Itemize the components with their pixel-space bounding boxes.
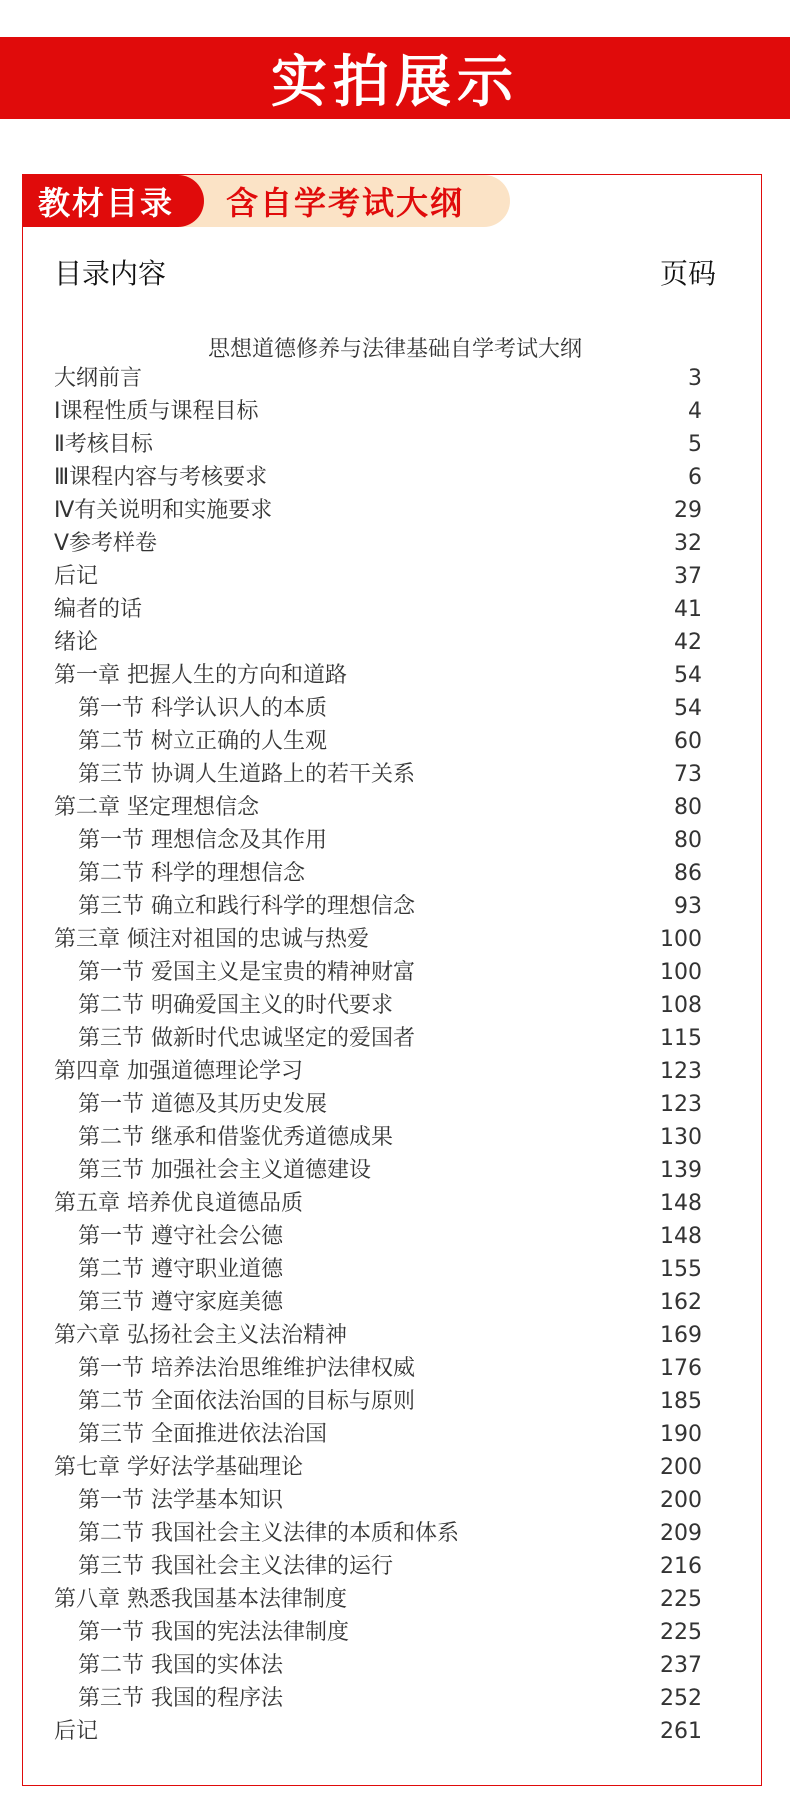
toc-title: 第四章 加强道德理论学习 — [54, 1059, 303, 1084]
toc-title: Ⅱ考核目标 — [54, 432, 153, 457]
toc-row — [0, 362, 790, 395]
toc-row — [0, 560, 790, 593]
toc-row — [0, 1517, 790, 1550]
toc-title: 第一节 理想信念及其作用 — [78, 828, 327, 853]
toc-page: 185 — [660, 1389, 702, 1414]
toc-row — [0, 1616, 790, 1649]
toc-title: 后记 — [54, 564, 99, 589]
toc-title: 第三节 协调人生道路上的若干关系 — [78, 762, 415, 787]
toc-row — [0, 1253, 790, 1286]
toc-title: 第五章 培养优良道德品质 — [54, 1191, 303, 1216]
toc-title: Ⅰ课程性质与课程目标 — [54, 399, 259, 424]
toc-page: 200 — [660, 1455, 702, 1480]
toc-page: 123 — [660, 1059, 702, 1084]
toc-title: 第八章 熟悉我国基本法律制度 — [54, 1587, 347, 1612]
toc-row — [0, 890, 790, 923]
toc-title: 大纲前言 — [54, 366, 143, 391]
toc-row — [0, 494, 790, 527]
toc-page: 200 — [660, 1488, 702, 1513]
toc-title: Ⅲ课程内容与考核要求 — [54, 465, 268, 490]
toc-title: 第二节 继承和借鉴优秀道德成果 — [78, 1125, 393, 1150]
toc-row — [0, 593, 790, 626]
toc-title: 第一节 科学认识人的本质 — [78, 696, 327, 721]
toc-row — [0, 1286, 790, 1319]
toc-page: 54 — [674, 696, 702, 721]
toc-title: 第六章 弘扬社会主义法治精神 — [54, 1323, 347, 1348]
toc-row — [0, 791, 790, 824]
toc-page: 41 — [674, 597, 702, 622]
toc-title: 第一章 把握人生的方向和道路 — [54, 663, 347, 688]
toc-row — [0, 1583, 790, 1616]
toc-page: 176 — [660, 1356, 702, 1381]
toc-page: 123 — [660, 1092, 702, 1117]
toc-title: 后记 — [54, 1719, 99, 1744]
toc-page: 209 — [660, 1521, 702, 1546]
toc-page: 3 — [688, 366, 702, 391]
toc-page: 42 — [674, 630, 702, 655]
toc-row — [0, 1484, 790, 1517]
toc-page: 261 — [660, 1719, 702, 1744]
toc-page: 6 — [688, 465, 702, 490]
toc-page: 37 — [674, 564, 702, 589]
toc-title: 第二节 全面依法治国的目标与原则 — [78, 1389, 415, 1414]
toc-row — [0, 1682, 790, 1715]
toc-title: 绪论 — [54, 630, 99, 655]
toc-page: 4 — [688, 399, 702, 424]
toc-row — [0, 1088, 790, 1121]
toc-page: 80 — [674, 828, 702, 853]
toc-page: 139 — [660, 1158, 702, 1183]
toc-row — [0, 989, 790, 1022]
toc-title: 第二节 遵守职业道德 — [78, 1257, 283, 1282]
tag-primary — [22, 175, 204, 227]
toc-row — [0, 1451, 790, 1484]
toc-page: 80 — [674, 795, 702, 820]
toc-title: 第三节 我国的程序法 — [78, 1686, 283, 1711]
toc-row — [0, 857, 790, 890]
toc-title: 第一节 道德及其历史发展 — [78, 1092, 327, 1117]
toc-title: 第三节 遵守家庭美德 — [78, 1290, 283, 1315]
toc-title: 第三节 我国社会主义法律的运行 — [78, 1554, 393, 1579]
toc-row — [0, 1022, 790, 1055]
toc-page: 29 — [674, 498, 702, 523]
toc-page: 32 — [674, 531, 702, 556]
toc-page: 115 — [660, 1026, 702, 1051]
toc-row — [0, 395, 790, 428]
toc-page: 86 — [674, 861, 702, 886]
toc-row — [0, 824, 790, 857]
toc-page: 190 — [660, 1422, 702, 1447]
toc-title: Ⅳ有关说明和实施要求 — [54, 498, 273, 523]
toc-page: 148 — [660, 1191, 702, 1216]
toc-row — [0, 725, 790, 758]
toc-title: 第二节 树立正确的人生观 — [78, 729, 327, 754]
toc-page: 169 — [660, 1323, 702, 1348]
toc-row — [0, 428, 790, 461]
toc-page: 5 — [688, 432, 702, 457]
toc-page: 252 — [660, 1686, 702, 1711]
toc-title: 第一节 培养法治思维维护法律权威 — [78, 1356, 415, 1381]
toc-row — [0, 1319, 790, 1352]
toc-row — [0, 1121, 790, 1154]
toc-page: 225 — [660, 1620, 702, 1645]
toc-title: 第一节 遵守社会公德 — [78, 1224, 283, 1249]
toc-list — [0, 362, 790, 1748]
toc-row — [0, 758, 790, 791]
toc-row — [0, 692, 790, 725]
toc-row — [0, 461, 790, 494]
toc-page: 237 — [660, 1653, 702, 1678]
toc-row — [0, 527, 790, 560]
toc-title: 第一节 爱国主义是宝贵的精神财富 — [78, 960, 415, 985]
toc-row — [0, 923, 790, 956]
toc-page: 100 — [660, 960, 702, 985]
toc-page: 108 — [660, 993, 702, 1018]
toc-row — [0, 1154, 790, 1187]
toc-title: 第三节 加强社会主义道德建设 — [78, 1158, 371, 1183]
toc-row — [0, 1649, 790, 1682]
toc-row — [0, 1220, 790, 1253]
banner-title: 实拍展示 — [271, 50, 519, 115]
toc-row — [0, 1187, 790, 1220]
toc-row — [0, 1352, 790, 1385]
toc-title: 第三节 做新时代忠诚坚定的爱国者 — [78, 1026, 415, 1051]
outline-subtitle: 思想道德修养与法律基础自学考试大纲 — [207, 337, 582, 362]
toc-title: 第二章 坚定理想信念 — [54, 795, 259, 820]
toc-title: 第三节 全面推进依法治国 — [78, 1422, 327, 1447]
toc-title: 第二节 我国社会主义法律的本质和体系 — [78, 1521, 459, 1546]
toc-row — [0, 1418, 790, 1451]
toc-page: 155 — [660, 1257, 702, 1282]
tag-secondary-label: 含自学考试大纲 — [226, 184, 465, 222]
tag-secondary — [180, 175, 510, 227]
toc-page: 130 — [660, 1125, 702, 1150]
toc-page: 225 — [660, 1587, 702, 1612]
contents-heading: 目录内容 — [54, 257, 167, 290]
toc-row — [0, 956, 790, 989]
banner — [0, 37, 790, 119]
toc-page: 73 — [674, 762, 702, 787]
toc-title: 第二节 科学的理想信念 — [78, 861, 305, 886]
toc-page: 100 — [660, 927, 702, 952]
toc-page: 93 — [674, 894, 702, 919]
toc-page: 60 — [674, 729, 702, 754]
toc-title: 第一节 我国的宪法法律制度 — [78, 1620, 349, 1645]
toc-page: 216 — [660, 1554, 702, 1579]
toc-title: 第一节 法学基本知识 — [78, 1488, 283, 1513]
toc-title: 第三节 确立和践行科学的理想信念 — [78, 894, 415, 919]
toc-title: 第三章 倾注对祖国的忠诚与热爱 — [54, 927, 369, 952]
toc-row — [0, 1715, 790, 1748]
toc-row — [0, 1550, 790, 1583]
toc-row — [0, 659, 790, 692]
toc-title: 编者的话 — [54, 597, 143, 622]
toc-row — [0, 1385, 790, 1418]
toc-page: 54 — [674, 663, 702, 688]
toc-page: 162 — [660, 1290, 702, 1315]
toc-row — [0, 626, 790, 659]
toc-page: 148 — [660, 1224, 702, 1249]
tag-primary-label: 教材目录 — [38, 184, 175, 222]
toc-row — [0, 1055, 790, 1088]
toc-title: 第二节 明确爱国主义的时代要求 — [78, 993, 393, 1018]
toc-title: 第二节 我国的实体法 — [78, 1653, 283, 1678]
toc-title: 第七章 学好法学基础理论 — [54, 1455, 303, 1480]
toc-title: Ⅴ参考样卷 — [54, 531, 158, 556]
page-heading: 页码 — [660, 257, 717, 290]
